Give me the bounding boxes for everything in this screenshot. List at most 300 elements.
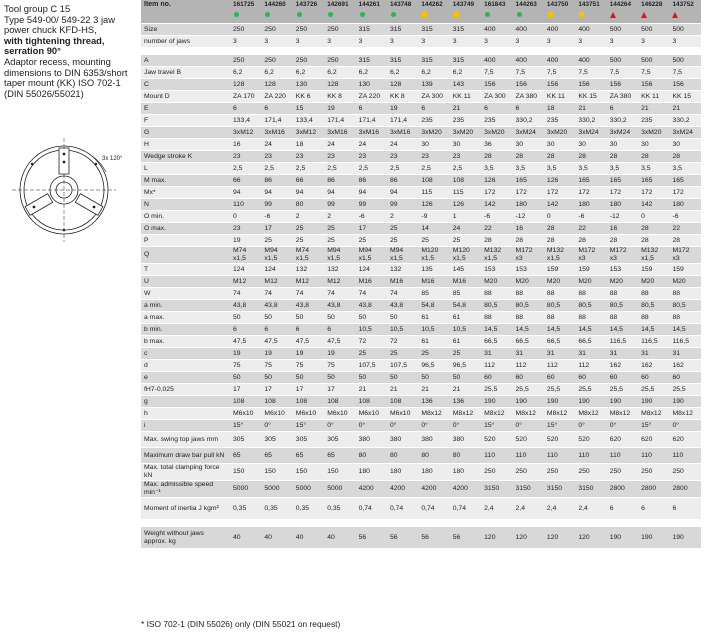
table-cell: 250	[544, 464, 575, 481]
table-cell: 94	[356, 187, 387, 199]
table-cell: 380	[356, 432, 387, 448]
yellow-availability-marker	[422, 12, 427, 17]
table-cell: 15°	[544, 420, 575, 432]
table-cell: 88	[575, 312, 606, 324]
description-line: serration 90°	[4, 45, 61, 57]
green-availability-marker	[360, 12, 365, 17]
table-cell: 190	[481, 396, 512, 408]
table-cell: 500	[669, 55, 701, 67]
table-cell: 120	[575, 527, 606, 549]
table-cell: 19	[324, 103, 355, 115]
item-no-column-header	[261, 0, 292, 24]
description-panel	[4, 3, 136, 162]
table-cell: 31	[513, 348, 544, 360]
table-cell: 28	[607, 151, 638, 163]
description-line: Type 549-00/ 549-22 3 jaw	[4, 13, 116, 25]
table-row	[141, 464, 701, 481]
table-cell: 94	[293, 187, 324, 199]
table-cell: 30	[418, 139, 449, 151]
table-cell: 30	[544, 139, 575, 151]
table-cell: M6x10	[230, 408, 261, 420]
table-cell: M8x12	[544, 408, 575, 420]
green-availability-marker	[517, 12, 522, 17]
table-cell: 2800	[638, 481, 669, 498]
row-label: a min.	[141, 300, 230, 312]
table-cell: KK 8	[387, 91, 418, 103]
table-cell: 1	[450, 211, 481, 223]
table-cell: 80,5	[544, 300, 575, 312]
table-cell: 47,5	[293, 336, 324, 348]
table-cell: 80	[356, 448, 387, 464]
table-cell: M8x12	[481, 408, 512, 420]
table-cell: 24	[261, 139, 292, 151]
table-cell: 3xM20	[450, 127, 481, 139]
table-cell: 30	[669, 139, 701, 151]
row-label: d	[141, 360, 230, 372]
table-cell: 3,5	[669, 163, 701, 175]
table-cell: 50	[450, 372, 481, 384]
table-cell: -12	[607, 211, 638, 223]
table-cell: 85	[418, 288, 449, 300]
table-cell: 75	[230, 360, 261, 372]
table-cell: 2800	[669, 481, 701, 498]
table-cell: 142	[544, 199, 575, 211]
table-cell: 400	[544, 55, 575, 67]
table-cell: 23	[387, 151, 418, 163]
table-cell: M172 x3	[575, 247, 606, 264]
table-cell: 250	[324, 24, 355, 36]
table-cell: 110	[481, 448, 512, 464]
table-cell: 0,35	[261, 498, 292, 520]
table-cell: 86	[261, 175, 292, 187]
table-cell: 88	[638, 288, 669, 300]
table-cell: 3xM24	[669, 127, 701, 139]
table-cell: 132	[293, 264, 324, 276]
table-cell: 3,5	[638, 163, 669, 175]
table-row	[141, 79, 701, 91]
table-cell: 3xM24	[575, 127, 606, 139]
table-cell: 18	[544, 103, 575, 115]
table-cell: M6x10	[324, 408, 355, 420]
table-cell: 0°	[418, 420, 449, 432]
table-row	[141, 67, 701, 79]
table-cell: 116,5	[607, 336, 638, 348]
table-cell: M20	[669, 276, 701, 288]
item-no-column-header	[324, 0, 355, 24]
table-cell: 250	[638, 464, 669, 481]
table-cell: 14,5	[544, 324, 575, 336]
table-spacer-row	[141, 520, 701, 527]
table-row	[141, 103, 701, 115]
table-cell: 3	[418, 36, 449, 48]
table-cell: 5000	[230, 481, 261, 498]
table-cell: 25,5	[481, 384, 512, 396]
table-row	[141, 276, 701, 288]
table-cell: 50	[356, 372, 387, 384]
table-cell: 620	[638, 432, 669, 448]
row-label: Mount D	[141, 91, 230, 103]
table-cell: 28	[513, 151, 544, 163]
yellow-availability-marker	[579, 12, 584, 17]
table-cell: 28	[481, 151, 512, 163]
table-cell: 60	[607, 372, 638, 384]
table-cell: 40	[261, 527, 292, 549]
table-cell: 112	[481, 360, 512, 372]
table-cell: 0°	[513, 420, 544, 432]
table-cell: 250	[293, 55, 324, 67]
table-cell: 6	[230, 103, 261, 115]
table-cell: 4200	[356, 481, 387, 498]
table-cell: 88	[607, 288, 638, 300]
table-cell: 21	[669, 103, 701, 115]
table-cell: 94	[230, 187, 261, 199]
table-cell: 190	[575, 396, 606, 408]
table-row	[141, 127, 701, 139]
table-cell: 60	[575, 372, 606, 384]
table-cell: 6,2	[261, 67, 292, 79]
table-cell: 6,2	[230, 67, 261, 79]
table-cell: 80	[418, 448, 449, 464]
table-cell: 3xM16	[387, 127, 418, 139]
table-cell: 305	[324, 432, 355, 448]
description-line: Tool group C 15	[4, 3, 71, 14]
table-row	[141, 336, 701, 348]
table-row	[141, 247, 701, 264]
table-cell: 14,5	[638, 324, 669, 336]
table-cell: 74	[324, 288, 355, 300]
table-cell: 156	[669, 79, 701, 91]
table-cell: 2800	[607, 481, 638, 498]
table-cell: 3,5	[513, 163, 544, 175]
table-cell: 88	[544, 312, 575, 324]
table-cell: 128	[230, 79, 261, 91]
table-cell: 3xM16	[261, 127, 292, 139]
table-cell: 66,5	[575, 336, 606, 348]
table-cell: 2	[324, 211, 355, 223]
table-cell: 150	[293, 464, 324, 481]
table-cell: 3	[356, 36, 387, 48]
table-cell: 165	[638, 175, 669, 187]
table-cell: 50	[261, 372, 292, 384]
table-cell: 28	[575, 235, 606, 247]
table-cell: 6,2	[387, 67, 418, 79]
table-cell: 40	[230, 527, 261, 549]
table-cell: 23	[324, 151, 355, 163]
table-cell: 25	[324, 223, 355, 235]
table-cell: 3,5	[607, 163, 638, 175]
table-cell: 156	[607, 79, 638, 91]
table-row	[141, 432, 701, 448]
table-cell: 80,5	[575, 300, 606, 312]
row-label: E	[141, 103, 230, 115]
table-cell: 3	[638, 36, 669, 48]
table-cell: 7,5	[575, 67, 606, 79]
table-cell: 99	[387, 199, 418, 211]
table-cell: 6	[356, 103, 387, 115]
table-cell: 25	[450, 235, 481, 247]
item-no-label: 161725	[233, 1, 255, 8]
table-cell: 25,5	[544, 384, 575, 396]
table-cell: 115	[450, 187, 481, 199]
table-cell: 156	[481, 79, 512, 91]
table-cell: M74 x1,5	[230, 247, 261, 264]
table-cell: 31	[544, 348, 575, 360]
table-cell: 235	[481, 115, 512, 127]
table-cell: 50	[293, 312, 324, 324]
table-cell: 250	[481, 464, 512, 481]
table-cell: M20	[481, 276, 512, 288]
table-cell: 116,5	[638, 336, 669, 348]
description-line: Adaptor recess, mounting	[4, 55, 111, 67]
table-cell: 120	[513, 527, 544, 549]
table-cell: 3	[387, 36, 418, 48]
table-cell: 5000	[293, 481, 324, 498]
table-cell: 159	[575, 264, 606, 276]
item-no-column-header	[669, 0, 701, 24]
table-cell: M8x12	[450, 408, 481, 420]
table-cell: 47,5	[261, 336, 292, 348]
table-cell: 250	[575, 464, 606, 481]
row-label: A	[141, 55, 230, 67]
table-cell: 3xM20	[481, 127, 512, 139]
table-cell: 3	[607, 36, 638, 48]
table-cell: 180	[513, 199, 544, 211]
item-no-label: 146228	[641, 1, 663, 8]
table-cell: 112	[513, 360, 544, 372]
table-cell: 18	[293, 139, 324, 151]
table-cell: 28	[669, 235, 701, 247]
table-cell: 99	[324, 199, 355, 211]
table-cell: 124	[356, 264, 387, 276]
table-cell: 620	[669, 432, 701, 448]
table-cell: 66,5	[544, 336, 575, 348]
table-cell: 50	[324, 312, 355, 324]
table-cell: 30	[607, 139, 638, 151]
table-cell: 5000	[261, 481, 292, 498]
table-cell: 3xM12	[293, 127, 324, 139]
table-cell: 25,5	[513, 384, 544, 396]
table-cell: 330,2	[669, 115, 701, 127]
table-cell: 520	[575, 432, 606, 448]
table-cell: 75	[324, 360, 355, 372]
table-cell: M120 x1,5	[450, 247, 481, 264]
table-cell: 190	[513, 396, 544, 408]
row-label: W	[141, 288, 230, 300]
table-cell: 3xM24	[607, 127, 638, 139]
row-label: Moment of inertia J kgm²	[141, 498, 230, 520]
table-cell: 16	[230, 139, 261, 151]
row-label: g	[141, 396, 230, 408]
table-cell: M172 x3	[669, 247, 701, 264]
row-label: U	[141, 276, 230, 288]
table-cell: 250	[230, 24, 261, 36]
table-cell: 72	[387, 336, 418, 348]
table-cell: 110	[638, 448, 669, 464]
table-cell: 0	[638, 211, 669, 223]
table-row	[141, 139, 701, 151]
table-cell: -9	[418, 211, 449, 223]
row-label: L	[141, 163, 230, 175]
table-cell: 30	[450, 139, 481, 151]
table-cell: 172	[607, 187, 638, 199]
table-cell: 50	[418, 372, 449, 384]
table-cell: 6	[261, 103, 292, 115]
table-cell: 6	[481, 103, 512, 115]
table-row	[141, 211, 701, 223]
table-cell: 6	[513, 103, 544, 115]
table-cell: 124	[230, 264, 261, 276]
footnote: * ISO 702-1 (DIN 55026) only (DIN 55021 on request)	[141, 619, 341, 629]
table-row	[141, 235, 701, 247]
table-cell: 0,74	[356, 498, 387, 520]
table-cell: 142	[481, 199, 512, 211]
row-label: M max.	[141, 175, 230, 187]
red-availability-marker	[641, 12, 647, 18]
table-cell: 315	[387, 55, 418, 67]
table-cell: 171,4	[387, 115, 418, 127]
table-cell: 250	[324, 55, 355, 67]
row-label: T	[141, 264, 230, 276]
drawing-angle-label: 3x 120°	[102, 156, 123, 162]
table-cell: 132	[387, 264, 418, 276]
table-cell: 3xM20	[638, 127, 669, 139]
table-cell: 94	[261, 187, 292, 199]
table-cell: 6	[293, 324, 324, 336]
table-cell: 88	[481, 288, 512, 300]
table-cell: 142	[638, 199, 669, 211]
table-cell: 15	[293, 103, 324, 115]
green-availability-marker	[391, 12, 396, 17]
table-cell: 74	[387, 288, 418, 300]
table-cell: 86	[356, 175, 387, 187]
table-cell: 126	[418, 199, 449, 211]
table-cell: 165	[513, 175, 544, 187]
table-row	[141, 223, 701, 235]
table-cell: 43,8	[261, 300, 292, 312]
table-cell: 56	[418, 527, 449, 549]
item-no-label: 143749	[452, 1, 475, 8]
row-label: e	[141, 372, 230, 384]
table-cell: 3	[324, 36, 355, 48]
table-cell: KK 15	[669, 91, 701, 103]
table-cell: 94	[324, 187, 355, 199]
green-availability-marker	[485, 12, 490, 17]
table-cell: 80,5	[638, 300, 669, 312]
table-cell: 3	[293, 36, 324, 48]
table-cell: 3	[669, 36, 701, 48]
table-cell: 25	[293, 235, 324, 247]
table-cell: 171,4	[356, 115, 387, 127]
table-cell: 130	[356, 79, 387, 91]
table-cell: M12	[261, 276, 292, 288]
table-cell: 17	[230, 384, 261, 396]
table-cell: 3	[450, 36, 481, 48]
table-cell: 116,5	[669, 336, 701, 348]
table-cell: 50	[230, 312, 261, 324]
table-cell: 88	[481, 312, 512, 324]
table-cell: 36	[481, 139, 512, 151]
table-cell: 56	[387, 527, 418, 549]
table-cell: 19	[387, 103, 418, 115]
spacer-cell	[141, 48, 701, 55]
table-cell: 2,5	[293, 163, 324, 175]
row-label: C	[141, 79, 230, 91]
table-cell: 162	[607, 360, 638, 372]
table-cell: 172	[575, 187, 606, 199]
table-cell: 75	[261, 360, 292, 372]
table-cell: M12	[324, 276, 355, 288]
table-cell: 61	[450, 312, 481, 324]
table-cell: 6	[669, 498, 701, 520]
table-cell: 171,4	[324, 115, 355, 127]
table-cell: 60	[638, 372, 669, 384]
table-cell: 24	[324, 139, 355, 151]
table-cell: 6	[261, 324, 292, 336]
table-cell: 17	[293, 384, 324, 396]
table-cell: 96,5	[450, 360, 481, 372]
table-cell: 72	[356, 336, 387, 348]
table-cell: 56	[356, 527, 387, 549]
table-cell: 23	[450, 151, 481, 163]
table-cell: M6x10	[387, 408, 418, 420]
table-cell: 14	[418, 223, 449, 235]
item-no-label: 143751	[578, 1, 600, 8]
table-cell: 4200	[387, 481, 418, 498]
table-cell: 180	[575, 199, 606, 211]
table-cell: M6x10	[293, 408, 324, 420]
table-cell: 19	[261, 348, 292, 360]
table-cell: 2,4	[481, 498, 512, 520]
table-cell: 6,2	[418, 67, 449, 79]
table-cell: M6x10	[356, 408, 387, 420]
table-cell: 22	[575, 223, 606, 235]
description-line: taper mount (KK) ISO 702-1	[4, 77, 121, 89]
table-row	[141, 36, 701, 48]
table-cell: 80,5	[607, 300, 638, 312]
table-cell: M172 x3	[513, 247, 544, 264]
row-label: G	[141, 127, 230, 139]
table-cell: 108	[450, 175, 481, 187]
item-no-label: 142691	[327, 1, 349, 8]
spec-table	[141, 0, 701, 549]
table-cell: 3	[513, 36, 544, 48]
table-cell: 50	[293, 372, 324, 384]
table-cell: M12	[293, 276, 324, 288]
table-cell: ZA 300	[481, 91, 512, 103]
row-label: fH7-0,025	[141, 384, 230, 396]
item-no-column-header	[607, 0, 638, 24]
item-no-column-header	[481, 0, 512, 24]
table-cell: 143	[450, 79, 481, 91]
table-cell: 88	[638, 312, 669, 324]
row-label: Wedge stroke K	[141, 151, 230, 163]
table-cell: 50	[387, 372, 418, 384]
table-cell: 10,5	[418, 324, 449, 336]
table-cell: ZA 380	[607, 91, 638, 103]
table-cell: 235	[418, 115, 449, 127]
table-cell: 250	[261, 55, 292, 67]
table-cell: 180	[450, 464, 481, 481]
row-label: Max. swing top jaws mm	[141, 432, 230, 448]
table-cell: 0°	[575, 420, 606, 432]
table-cell: 180	[669, 199, 701, 211]
table-cell: 25	[387, 235, 418, 247]
table-cell: -6	[669, 211, 701, 223]
table-cell: 400	[481, 24, 512, 36]
table-cell: M20	[638, 276, 669, 288]
green-availability-marker	[265, 12, 270, 17]
table-cell: 17	[261, 223, 292, 235]
